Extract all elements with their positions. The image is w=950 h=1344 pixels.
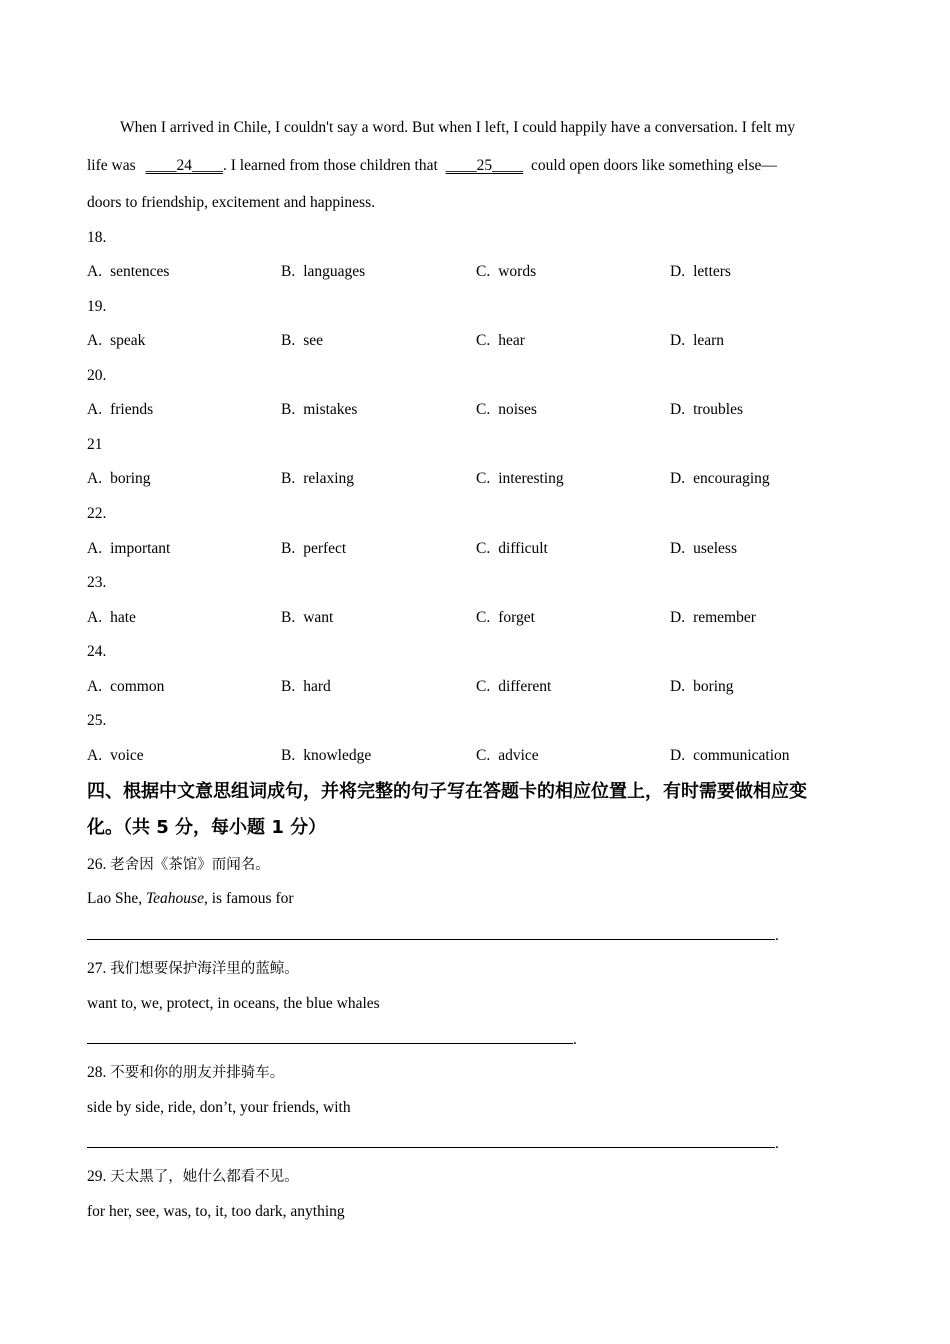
- answer-line[interactable]: .: [87, 925, 779, 945]
- option-a[interactable]: A. friends: [87, 401, 154, 418]
- sentence-prompt-cn: 26. 老舍因《茶馆》而闻名。: [87, 856, 270, 873]
- option-a[interactable]: A. sentences: [87, 263, 170, 280]
- sentence-words: for her, see, was, to, it, too dark, anything: [87, 1203, 345, 1220]
- option-a[interactable]: A. speak: [87, 332, 146, 349]
- option-c[interactable]: C. difficult: [476, 540, 548, 557]
- passage-text: life was: [87, 157, 140, 174]
- question-number: 24.: [87, 643, 107, 660]
- option-d[interactable]: D. letters: [670, 263, 731, 280]
- option-b[interactable]: B. perfect: [281, 540, 347, 557]
- sentence-prompt-cn: 29. 天太黑了，她什么都看不见。: [87, 1168, 299, 1185]
- section-heading-line-1: 四、根据中文意思组词成句，并将完整的句子写在答题卡的相应位置上，有时需要做相应变: [87, 781, 807, 802]
- answer-line[interactable]: .: [87, 1029, 577, 1049]
- option-c[interactable]: C. different: [476, 678, 552, 695]
- section-heading-line-2: 化。（共 5 分，每小题 1 分）: [87, 817, 327, 838]
- question-number: 25.: [87, 712, 107, 729]
- option-d[interactable]: D. remember: [670, 609, 756, 626]
- sentence-words: want to, we, protect, in oceans, the blue whales: [87, 995, 380, 1012]
- passage-line-2: [87, 156, 777, 176]
- passage-text: could open doors like something else—: [527, 157, 777, 174]
- option-a[interactable]: A. hate: [87, 609, 136, 626]
- option-d[interactable]: D. communication: [670, 747, 790, 764]
- option-b[interactable]: B. want: [281, 609, 334, 626]
- option-b[interactable]: B. mistakes: [281, 401, 358, 418]
- blank-24: ____24____: [145, 157, 224, 174]
- sentence-words: Lao She, Teahouse, is famous for: [87, 890, 294, 907]
- answer-line[interactable]: .: [87, 1133, 779, 1153]
- passage-text: . I learned from those children that: [223, 157, 442, 174]
- option-c[interactable]: C. hear: [476, 332, 525, 349]
- sentence-words: side by side, ride, don’t, your friends, with: [87, 1099, 351, 1116]
- option-c[interactable]: C. advice: [476, 747, 539, 764]
- option-b[interactable]: B. languages: [281, 263, 366, 280]
- option-d[interactable]: D. useless: [670, 540, 737, 557]
- option-a[interactable]: A. important: [87, 540, 171, 557]
- question-number: 22.: [87, 505, 107, 522]
- question-number: 23.: [87, 574, 107, 591]
- option-c[interactable]: C. interesting: [476, 470, 564, 487]
- option-b[interactable]: B. see: [281, 332, 324, 349]
- option-c[interactable]: C. noises: [476, 401, 537, 418]
- sentence-prompt-cn: 27. 我们想要保护海洋里的蓝鲸。: [87, 960, 299, 977]
- question-number: 20.: [87, 367, 107, 384]
- passage-text: When I arrived in Chile, I couldn't say a word. But when I left, I could happily have a conversation. I felt my: [120, 119, 796, 136]
- option-a[interactable]: A. common: [87, 678, 165, 695]
- passage-line-3: [87, 193, 375, 213]
- option-d[interactable]: D. boring: [670, 678, 734, 695]
- option-b[interactable]: B. hard: [281, 678, 331, 695]
- option-c[interactable]: C. words: [476, 263, 537, 280]
- question-number: 19.: [87, 298, 107, 315]
- option-b[interactable]: B. relaxing: [281, 470, 355, 487]
- option-b[interactable]: B. knowledge: [281, 747, 372, 764]
- option-d[interactable]: D. encouraging: [670, 470, 770, 487]
- question-number: 21: [87, 436, 103, 453]
- option-d[interactable]: D. troubles: [670, 401, 744, 418]
- sentence-prompt-cn: 28. 不要和你的朋友并排骑车。: [87, 1064, 285, 1081]
- option-d[interactable]: D. learn: [670, 332, 725, 349]
- blank-25: ____25____: [445, 157, 524, 174]
- option-a[interactable]: A. voice: [87, 747, 144, 764]
- question-number: 18.: [87, 229, 107, 246]
- option-c[interactable]: C. forget: [476, 609, 535, 626]
- passage-text: doors to friendship, excitement and happiness.: [87, 194, 375, 211]
- passage-line-1: [120, 118, 795, 138]
- option-a[interactable]: A. boring: [87, 470, 151, 487]
